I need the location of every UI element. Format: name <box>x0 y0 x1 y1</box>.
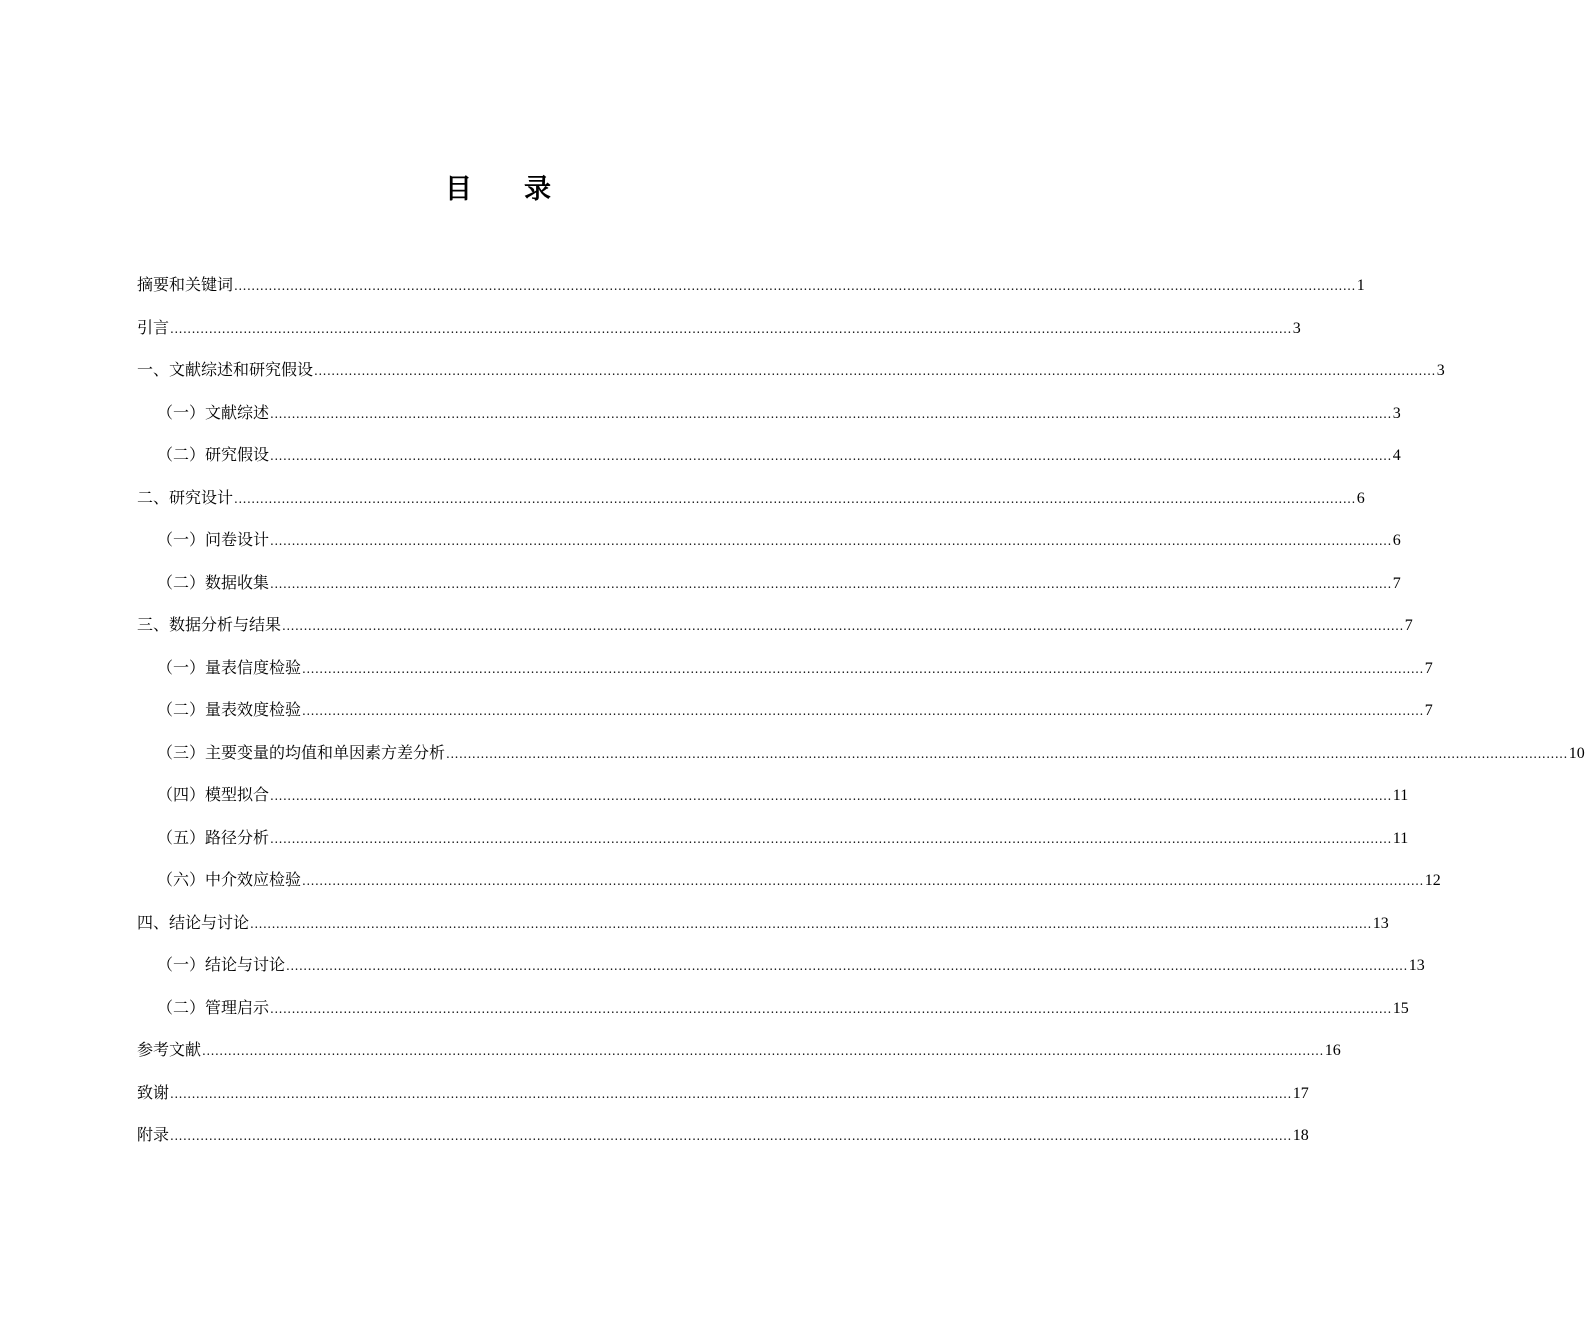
toc-dot-leader: .................................................................................................................................................................................................................................................................... <box>234 279 1356 293</box>
toc-entry[interactable] <box>137 396 1401 439</box>
toc-dot-leader: .................................................................................................................................................................................................................................................................... <box>302 874 1424 888</box>
toc-entry-label: （一）文献综述 <box>157 402 270 422</box>
toc-dot-leader: .................................................................................................................................................................................................................................................................... <box>270 576 1392 591</box>
toc-entry[interactable] <box>137 736 1585 779</box>
toc-entry-page-number: 3 <box>1436 362 1445 379</box>
toc-entry[interactable] <box>137 353 1445 396</box>
title-char-2: 录 <box>524 174 551 205</box>
toc-entry[interactable] <box>137 948 1425 991</box>
toc-entry-page-number: 6 <box>1392 532 1401 549</box>
toc-entry[interactable] <box>137 1118 1309 1161</box>
toc-entry[interactable] <box>137 311 1301 354</box>
toc-dot-leader: .................................................................................................................................................................................................................................................................... <box>270 406 1392 421</box>
toc-entry-label: 致谢 <box>137 1082 170 1102</box>
toc-dot-leader: .................................................................................................................................................................................................................................................................... <box>314 364 1436 378</box>
toc-entry-page-number: 15 <box>1392 999 1409 1017</box>
toc-dot-leader: .................................................................................................................................................................................................................................................................... <box>270 789 1392 803</box>
toc-entry[interactable] <box>137 481 1365 524</box>
toc-dot-leader: .................................................................................................................................................................................................................................................................... <box>270 831 1392 846</box>
toc-entry[interactable] <box>137 821 1409 864</box>
toc-dot-leader: .................................................................................................................................................................................................................................................................... <box>270 1001 1392 1016</box>
toc-entry-page-number: 10 <box>1568 744 1585 762</box>
toc-entry-label: （一）问卷设计 <box>157 530 270 549</box>
toc-dot-leader: .................................................................................................................................................................................................................................................................... <box>170 321 1292 336</box>
toc-entry-page-number: 13 <box>1408 957 1425 974</box>
toc-dot-leader: .................................................................................................................................................................................................................................................................... <box>270 534 1392 548</box>
toc-entry-page-number: 13 <box>1372 914 1389 932</box>
toc-entry[interactable] <box>137 608 1413 651</box>
toc-entry-label: 附录 <box>137 1125 170 1144</box>
page-title <box>0 170 996 210</box>
toc-entry-page-number: 7 <box>1424 659 1433 677</box>
toc-dot-leader: .................................................................................................................................................................................................................................................................... <box>282 619 1404 633</box>
toc-entry-page-number: 16 <box>1324 1042 1341 1059</box>
toc-dot-leader: .................................................................................................................................................................................................................................................................... <box>286 959 1408 973</box>
toc-entry-page-number: 12 <box>1424 872 1441 889</box>
toc-entry-label: 三、数据分析与结果 <box>137 615 282 634</box>
toc-entry[interactable] <box>137 523 1401 566</box>
toc-entry[interactable] <box>137 863 1441 906</box>
toc-entry-page-number: 7 <box>1424 702 1433 719</box>
toc-entry-page-number: 7 <box>1404 617 1413 634</box>
toc-entry[interactable] <box>137 566 1401 609</box>
toc-dot-leader: .................................................................................................................................................................................................................................................................... <box>302 661 1424 676</box>
toc-entry-label: （一）结论与讨论 <box>157 955 286 974</box>
toc-entry-label: 一、文献综述和研究假设 <box>137 360 314 379</box>
toc-dot-leader: .................................................................................................................................................................................................................................................................... <box>170 1129 1292 1143</box>
toc-entry-page-number: 4 <box>1392 447 1401 464</box>
toc-entry-label: （六）中介效应检验 <box>157 870 302 889</box>
toc-entry[interactable] <box>137 991 1409 1034</box>
table-of-contents <box>137 268 1585 1161</box>
toc-dot-leader: .................................................................................................................................................................................................................................................................... <box>270 449 1392 463</box>
toc-entry-page-number: 1 <box>1356 277 1365 294</box>
toc-dot-leader: .................................................................................................................................................................................................................................................................... <box>170 1086 1292 1101</box>
toc-dot-leader: .................................................................................................................................................................................................................................................................... <box>250 916 1372 931</box>
title-char-1: 目 <box>445 174 472 205</box>
toc-dot-leader: .................................................................................................................................................................................................................................................................... <box>302 704 1424 718</box>
toc-entry[interactable] <box>137 693 1433 736</box>
toc-entry-label: （一）量表信度检验 <box>157 657 302 677</box>
toc-dot-leader: .................................................................................................................................................................................................................................................................... <box>234 491 1356 506</box>
toc-entry-label: 摘要和关键词 <box>137 275 234 294</box>
toc-dot-leader: .................................................................................................................................................................................................................................................................... <box>446 746 1568 761</box>
toc-entry-page-number: 17 <box>1292 1084 1309 1102</box>
toc-entry[interactable] <box>137 778 1409 821</box>
toc-entry-label: 四、结论与讨论 <box>137 912 250 932</box>
toc-entry-label: （二）量表效度检验 <box>157 700 302 719</box>
toc-entry-label: （三）主要变量的均值和单因素方差分析 <box>157 742 446 762</box>
toc-entry-page-number: 3 <box>1292 319 1301 337</box>
toc-entry[interactable] <box>137 438 1401 481</box>
toc-entry[interactable] <box>137 651 1433 694</box>
toc-entry-label: 参考文献 <box>137 1040 202 1059</box>
toc-entry-page-number: 6 <box>1356 489 1365 507</box>
toc-entry-label: （四）模型拟合 <box>157 785 270 804</box>
toc-entry-page-number: 7 <box>1392 574 1401 592</box>
toc-entry-label: （五）路径分析 <box>157 827 270 847</box>
toc-entry[interactable] <box>137 906 1389 949</box>
toc-dot-leader: .................................................................................................................................................................................................................................................................... <box>202 1044 1324 1058</box>
toc-entry-page-number: 11 <box>1392 787 1409 804</box>
toc-entry[interactable] <box>137 268 1365 311</box>
toc-entry-page-number: 18 <box>1292 1127 1309 1144</box>
toc-entry-label: 二、研究设计 <box>137 487 234 507</box>
toc-entry-label: 引言 <box>137 317 170 337</box>
toc-entry[interactable] <box>137 1076 1309 1119</box>
toc-entry-label: （二）数据收集 <box>157 572 270 592</box>
toc-entry-page-number: 11 <box>1392 829 1409 847</box>
toc-entry-label: （二）管理启示 <box>157 997 270 1017</box>
toc-entry-label: （二）研究假设 <box>157 445 270 464</box>
toc-entry[interactable] <box>137 1033 1341 1076</box>
toc-entry-page-number: 3 <box>1392 404 1401 422</box>
